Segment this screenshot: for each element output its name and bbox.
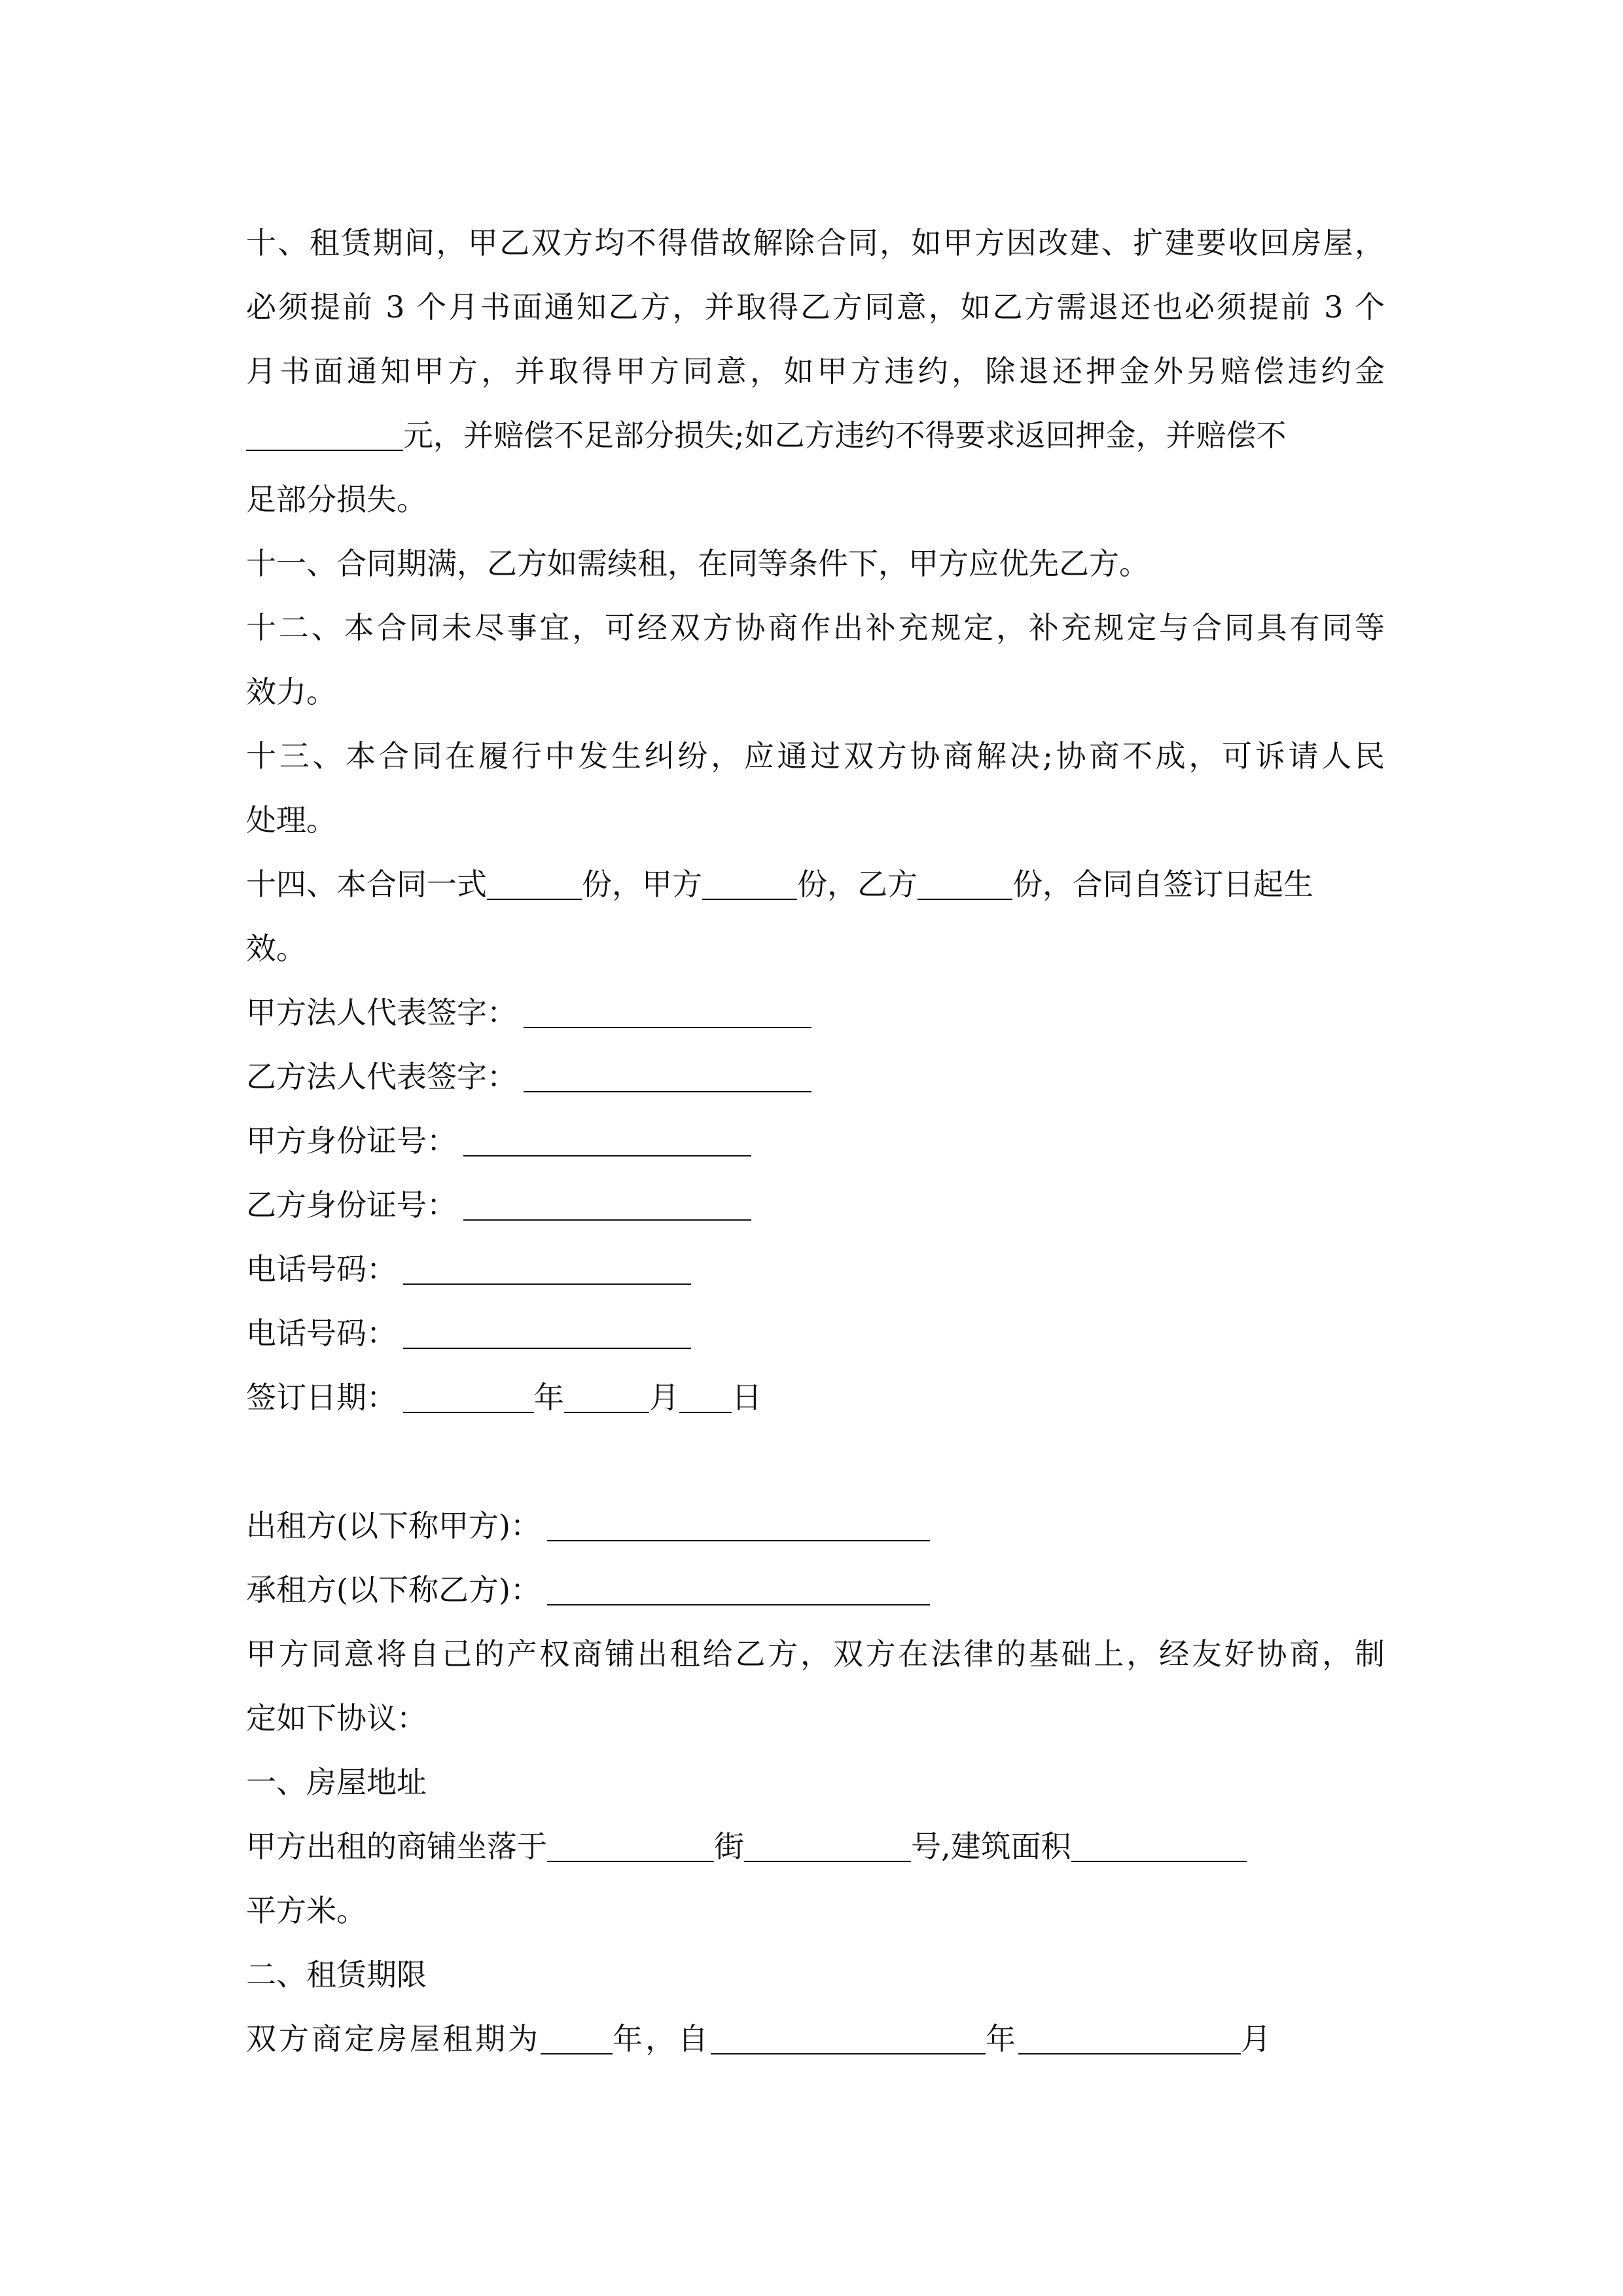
party-b-id-row xyxy=(246,1173,1385,1237)
party-b-rep-signature-blank[interactable] xyxy=(524,1057,812,1092)
phone-2-label: 电话号码： xyxy=(246,1316,397,1351)
street-number-blank[interactable] xyxy=(744,1827,911,1862)
phone-1-blank[interactable] xyxy=(403,1249,691,1285)
clause-14-part-1: 十四、本合同一式 xyxy=(246,867,487,902)
section-1-line-2: 平方米。 xyxy=(246,1893,366,1928)
clause-13-line-1: 十三、本合同在履行中发生纠纷，应通过双方协商解决;协商不成，可诉请人民 xyxy=(246,738,1385,774)
lessee-name-blank[interactable] xyxy=(547,1570,930,1605)
party-a-copies-blank[interactable] xyxy=(702,865,797,900)
clause-10-line-1: 十、租赁期间，甲乙双方均不得借故解除合同，如甲方因改建、扩建要收回房屋， xyxy=(246,225,1385,260)
party-a-rep-label: 甲方法人代表签字： xyxy=(246,995,517,1030)
section-2-term-row xyxy=(246,2007,1385,2071)
day-label: 日 xyxy=(732,1380,762,1415)
sign-date-label: 签订日期： xyxy=(246,1380,397,1415)
intro-line-2: 定如下协议： xyxy=(246,1700,427,1736)
start-month-blank[interactable] xyxy=(1018,2019,1241,2054)
lessee-row xyxy=(246,1558,1385,1622)
section-1-part-1: 甲方出租的商铺坐落于 xyxy=(246,1829,547,1864)
phone-2-row xyxy=(246,1301,1385,1365)
section-1-part-3: 号,建筑面积 xyxy=(911,1829,1071,1864)
clause-10-line-3: 月书面通知甲方，并取得甲方同意，如甲方违约，除退还押金外另赔偿违约金 xyxy=(246,353,1385,389)
clause-11: 十一、合同期满，乙方如需续租，在同等条件下，甲方应优先乙方。 xyxy=(246,546,1149,581)
party-a-rep-signature-blank[interactable] xyxy=(524,993,812,1028)
sign-day-blank[interactable] xyxy=(679,1378,732,1413)
floor-area-blank[interactable] xyxy=(1071,1827,1247,1862)
phone-1-row xyxy=(246,1237,1385,1301)
clause-10-line-4 xyxy=(246,403,1385,467)
lessor-row xyxy=(246,1494,1385,1558)
clause-13-line-2: 处理。 xyxy=(246,802,336,838)
clause-14-line-1 xyxy=(246,852,1385,916)
section-2-part-1: 双方商定房屋租期为 xyxy=(246,2021,541,2056)
lease-years-blank[interactable] xyxy=(541,2019,613,2054)
sign-year-blank[interactable] xyxy=(403,1378,534,1413)
lessor-label: 出租方(以下称甲方)： xyxy=(246,1508,541,1543)
sign-date-row xyxy=(246,1365,1385,1429)
party-b-rep-label: 乙方法人代表签字： xyxy=(246,1059,517,1094)
sign-month-blank[interactable] xyxy=(564,1378,649,1413)
party-b-id-blank[interactable] xyxy=(463,1185,751,1221)
party-a-id-label: 甲方身份证号： xyxy=(246,1123,457,1158)
clause-10-line-4-text: 元，并赔偿不足部分损失;如乙方违约不得要求返回押金，并赔偿不 xyxy=(403,418,1287,453)
clause-14-part-3: 份，乙方 xyxy=(797,867,918,902)
start-year-blank[interactable] xyxy=(711,2019,986,2054)
section-2-part-3: 年 xyxy=(986,2021,1018,2056)
section-1-address-row xyxy=(246,1814,1385,1878)
document-body xyxy=(246,211,1385,2071)
clause-10-line-2: 必须提前 3 个月书面通知乙方，并取得乙方同意，如乙方需退还也必须提前 3 个 xyxy=(246,289,1385,325)
clause-14-part-2: 份，甲方 xyxy=(582,867,702,902)
clause-14-line-2: 效。 xyxy=(246,931,306,966)
clause-14-part-4: 份，合同自签订日起生 xyxy=(1012,867,1313,902)
lessor-name-blank[interactable] xyxy=(547,1506,930,1541)
clause-12-line-1: 十二、本合同未尽事宜，可经双方协商作出补充规定，补充规定与合同具有同等 xyxy=(246,610,1385,645)
section-1-part-2: 街 xyxy=(714,1829,744,1864)
phone-1-label: 电话号码： xyxy=(246,1251,397,1287)
party-a-rep-signature-row xyxy=(246,980,1385,1045)
year-label: 年 xyxy=(534,1380,564,1415)
month-label: 月 xyxy=(649,1380,679,1415)
penalty-amount-blank[interactable] xyxy=(246,416,403,451)
phone-2-blank[interactable] xyxy=(403,1314,691,1349)
section-1-heading: 一、房屋地址 xyxy=(246,1765,427,1800)
party-a-id-blank[interactable] xyxy=(463,1121,751,1157)
street-blank[interactable] xyxy=(547,1827,714,1862)
total-copies-blank[interactable] xyxy=(487,865,582,900)
lessee-label: 承租方(以下称乙方)： xyxy=(246,1572,541,1607)
section-2-part-2: 年，自 xyxy=(613,2021,711,2056)
clause-12-line-2: 效力。 xyxy=(246,674,336,709)
party-a-id-row xyxy=(246,1109,1385,1173)
party-b-copies-blank[interactable] xyxy=(918,865,1012,900)
section-2-heading: 二、租赁期限 xyxy=(246,1957,427,1992)
intro-line-1: 甲方同意将自己的产权商铺出租给乙方，双方在法律的基础上，经友好协商，制 xyxy=(246,1636,1385,1672)
party-b-rep-signature-row xyxy=(246,1045,1385,1109)
section-2-part-4: 月 xyxy=(1241,2021,1274,2056)
party-b-id-label: 乙方身份证号： xyxy=(246,1187,457,1223)
section-spacer xyxy=(246,1429,1385,1494)
clause-10-line-5: 足部分损失。 xyxy=(246,482,427,517)
